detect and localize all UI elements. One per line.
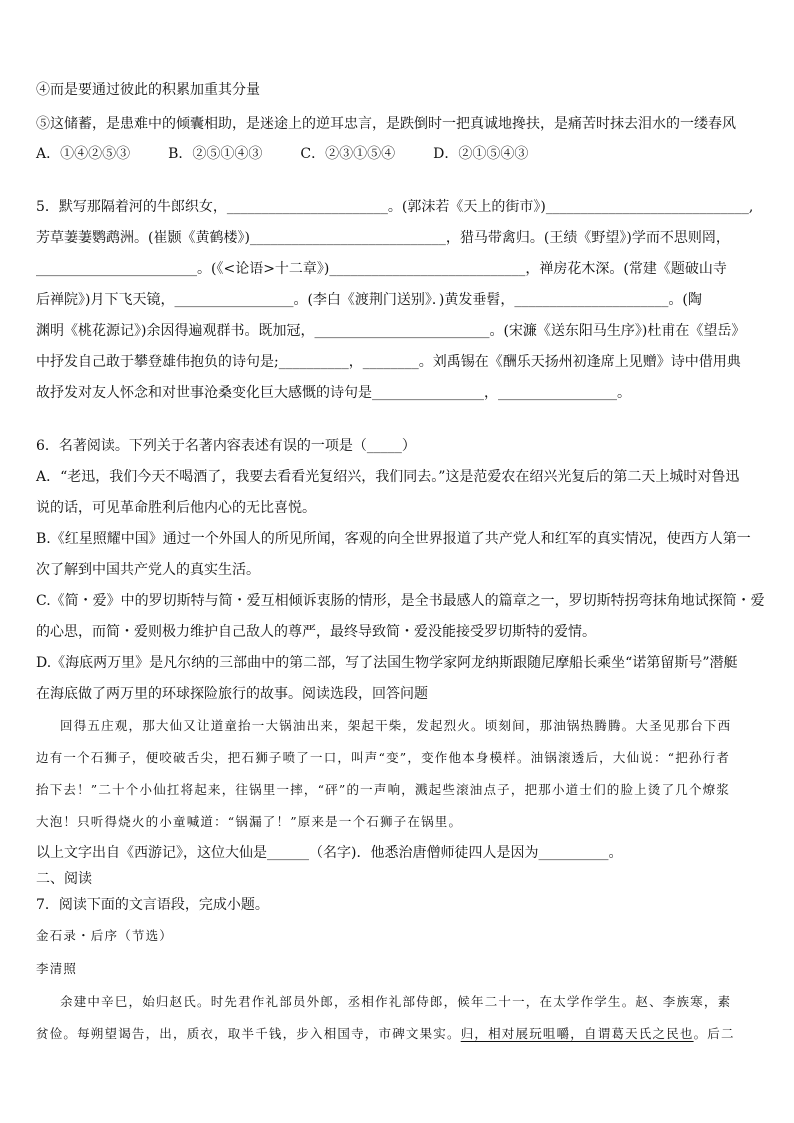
- q6-option-d-cont: 在海底做了两万里的环球探险旅行的故事。阅读选段，回答问题: [36, 686, 428, 702]
- q4-choices: [36, 144, 758, 164]
- q5-line: 故抒发对友人怀念和对世事沧桑变化巨大感慨的诗句是________________，_________________。: [36, 385, 631, 401]
- underlined-sentence: 归，相对展玩咀嚼，自谓葛天氏之民也: [460, 1026, 694, 1041]
- choice-c: C．②③①⑤④: [300, 146, 396, 162]
- choice-d: D．②①⑤④③: [433, 146, 529, 162]
- q5-line: 中抒发自己敢于攀登雄伟抱负的诗句是;__________，________。刘禹锡在《酬乐天扬州初逢席上见赠》诗中借用典: [36, 354, 741, 370]
- q6-option-a: A．“老迅，我们今天不喝酒了，我要去看看光复绍兴，我们同去。”这是范爱农在绍兴光复后的第二天上城时对鲁迅: [36, 469, 740, 485]
- option-4-text: ④而是要通过彼此的积累加重其分量: [36, 82, 260, 98]
- q6-option-c-cont: 的心思，而简・爱则极力维护自己敌人的尊严，最终导致简・爱没能接受罗切斯特的爱情。: [36, 624, 596, 640]
- q5-line: 渊明《桃花源记》)余因得遍观群书。既加冠，_________________________。(宋濂《送东阳马生序》)杜甫在《望岳》: [36, 323, 746, 339]
- q5-line: 后禅院》)月下飞天镜，_________________。(李白《渡荆门送别》．)黄发垂髫，______________________。(陶: [36, 292, 702, 308]
- q6-stem: 6．名著阅读。下列关于名著内容表述有误的一项是（_____）: [36, 438, 416, 454]
- passage-line: 边有一个石狮子，便咬破舌尖，把石狮子喷了一口，叫声“变”，变作他本身模样。油锅滚透后，大仙说：“把孙行者: [36, 750, 731, 765]
- passage-segment: 贫俭。每朔望谒告，出，质衣，取半千钱，步入相国寺，市碑文果实。: [36, 1026, 461, 1041]
- q5-line: 5．默写那隔着河的牛郎织女，_______________________。(郭沫若《天上的街市》)_____________________________,: [36, 199, 754, 215]
- q5-line: 芳草萋萋鹦鹉洲。(崔颢《黄鹤楼》)____________________________，猎马带禽归。(王绩《野望》)学而不思则罔，: [36, 230, 730, 246]
- passage-author: 李清照: [36, 961, 78, 976]
- q6-option-a-cont: 说的话，可见革命胜利后他内心的无比喜悦。: [36, 500, 316, 516]
- passage-line: 大泡！只听得烧火的小童喊道：“锅漏了！”原来是一个石狮子在锅里。: [36, 814, 463, 829]
- q6-option-b-cont: 次了解到中国共产党人的真实生活。: [36, 562, 260, 578]
- choice-a: A．①④②⑤③: [36, 146, 131, 162]
- choice-b: B．②⑤①④③: [168, 146, 263, 162]
- passage-line: 回得五庄观，那大仙又让道童抬一大锅油出来，架起干柴，发起烈火。顷刻间，那油锅热腾腾。大圣见那台下西: [60, 718, 732, 733]
- q6-option-d: D.《海底两万里》是凡尔纳的三部曲中的第二部，写了法国生物学家阿龙纳斯跟随尼摩船长乘坐“诺第留斯号”潜艇: [36, 655, 738, 671]
- q6-followup: 以上文字出自《西游记》，这位大仙是______（名字)．他悉治唐僧师徒四人是因为__________。: [36, 845, 623, 861]
- q5-line: _______________________。(《<论语>十二章》)____________________________，禅房花木深。(常建《题破山寺: [36, 261, 727, 277]
- q7-stem: 7．阅读下面的文言语段，完成小题。: [36, 897, 269, 913]
- option-5-text: ⑤这储蓄，是患难中的倾囊相助，是迷途上的逆耳忠言，是跌倒时一把真诚地搀扶，是痛苦时抹去泪水的一缕春风: [36, 116, 736, 132]
- classical-passage-line: [36, 1024, 758, 1044]
- passage-line: 抬下去！”二十个小仙扛将起来，往锅里一摔，“砰”的一声响，溅起些滚油点子，把那小道士们的脸上烫了几个燎浆: [36, 782, 731, 797]
- q6-option-c: C.《简・爱》中的罗切斯特与简・爱互相倾诉衷肠的情形，是全书最感人的篇章之一，罗切斯特拐弯抹角地试探简・爱: [36, 593, 765, 609]
- passage-title: 金石录・后序（节选）: [36, 928, 174, 943]
- section-heading: 二、阅读: [36, 871, 92, 887]
- classical-passage-line: 余建中辛巳，始归赵氏。时先君作礼部员外郎，丞相作礼部侍郎，候年二十一，在太学作学生。赵、李族寒，素: [60, 994, 732, 1009]
- q6-option-b: B.《红星照耀中国》通过一个外国人的所见所闻，客观的向全世界报道了共产党人和红军的真实情况，使西方人第一: [36, 531, 751, 547]
- passage-segment: 。后二: [693, 1026, 735, 1041]
